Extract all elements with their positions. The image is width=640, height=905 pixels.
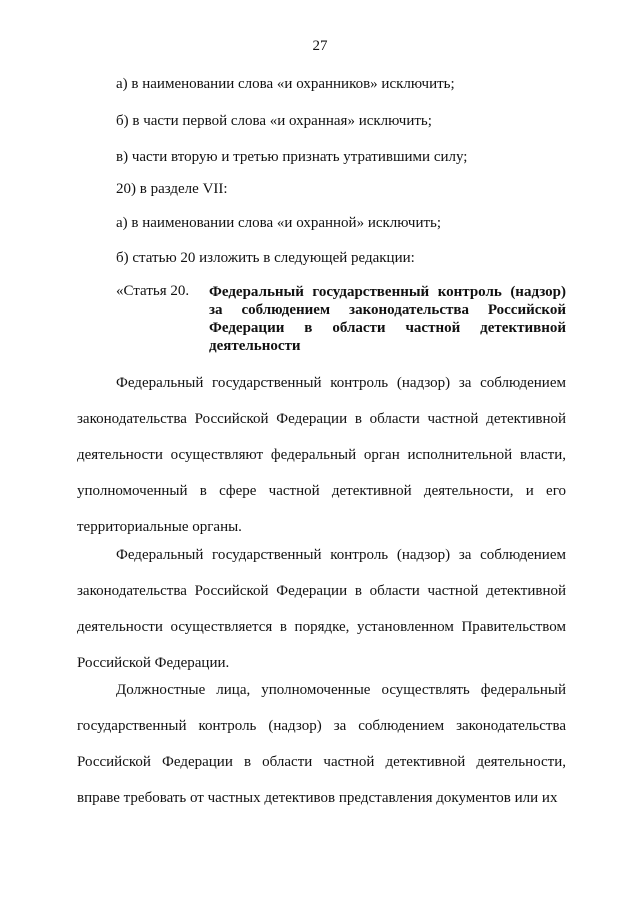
list-item: б) в части первой слова «и охранная» исключить; xyxy=(116,113,432,129)
list-item: а) в наименовании слова «и охранников» исключить; xyxy=(116,76,455,92)
list-item: 20) в разделе VII: xyxy=(116,181,228,197)
list-item: в) части вторую и третью признать утратившими силу; xyxy=(116,149,468,165)
article-label: «Статья 20. xyxy=(116,283,190,299)
list-item: а) в наименовании слова «и охранной» исключить; xyxy=(116,215,442,231)
page-number: 27 xyxy=(312,38,328,54)
body-paragraph: Федеральный государственный контроль (надзор) за соблюдением законодательства Российской Федерации в области частной детективной деятельности осуществляют федеральный орган исполнительной власти, уполномоченный в сфере частной детективной деятельности, и его территориальные органы. xyxy=(77,375,566,535)
body-paragraph: Должностные лица, уполномоченные осуществлять федеральный государственный контроль (надзор) за соблюдением законодательства Российской Федерации в области частной детективной деятельности, вправе требовать от частных детективов представления документов или их xyxy=(77,682,566,806)
list-item: б) статью 20 изложить в следующей редакции: xyxy=(116,250,415,266)
body-paragraph: Федеральный государственный контроль (надзор) за соблюдением законодательства Российской Федерации в области частной детективной деятельности осуществляется в порядке, установленном Правительством Российской Федерации. xyxy=(77,547,566,671)
article-title: Федеральный государственный контроль (надзор) за соблюдением законодательства Российской Федерации в области частной детективной деятельности xyxy=(209,284,566,354)
